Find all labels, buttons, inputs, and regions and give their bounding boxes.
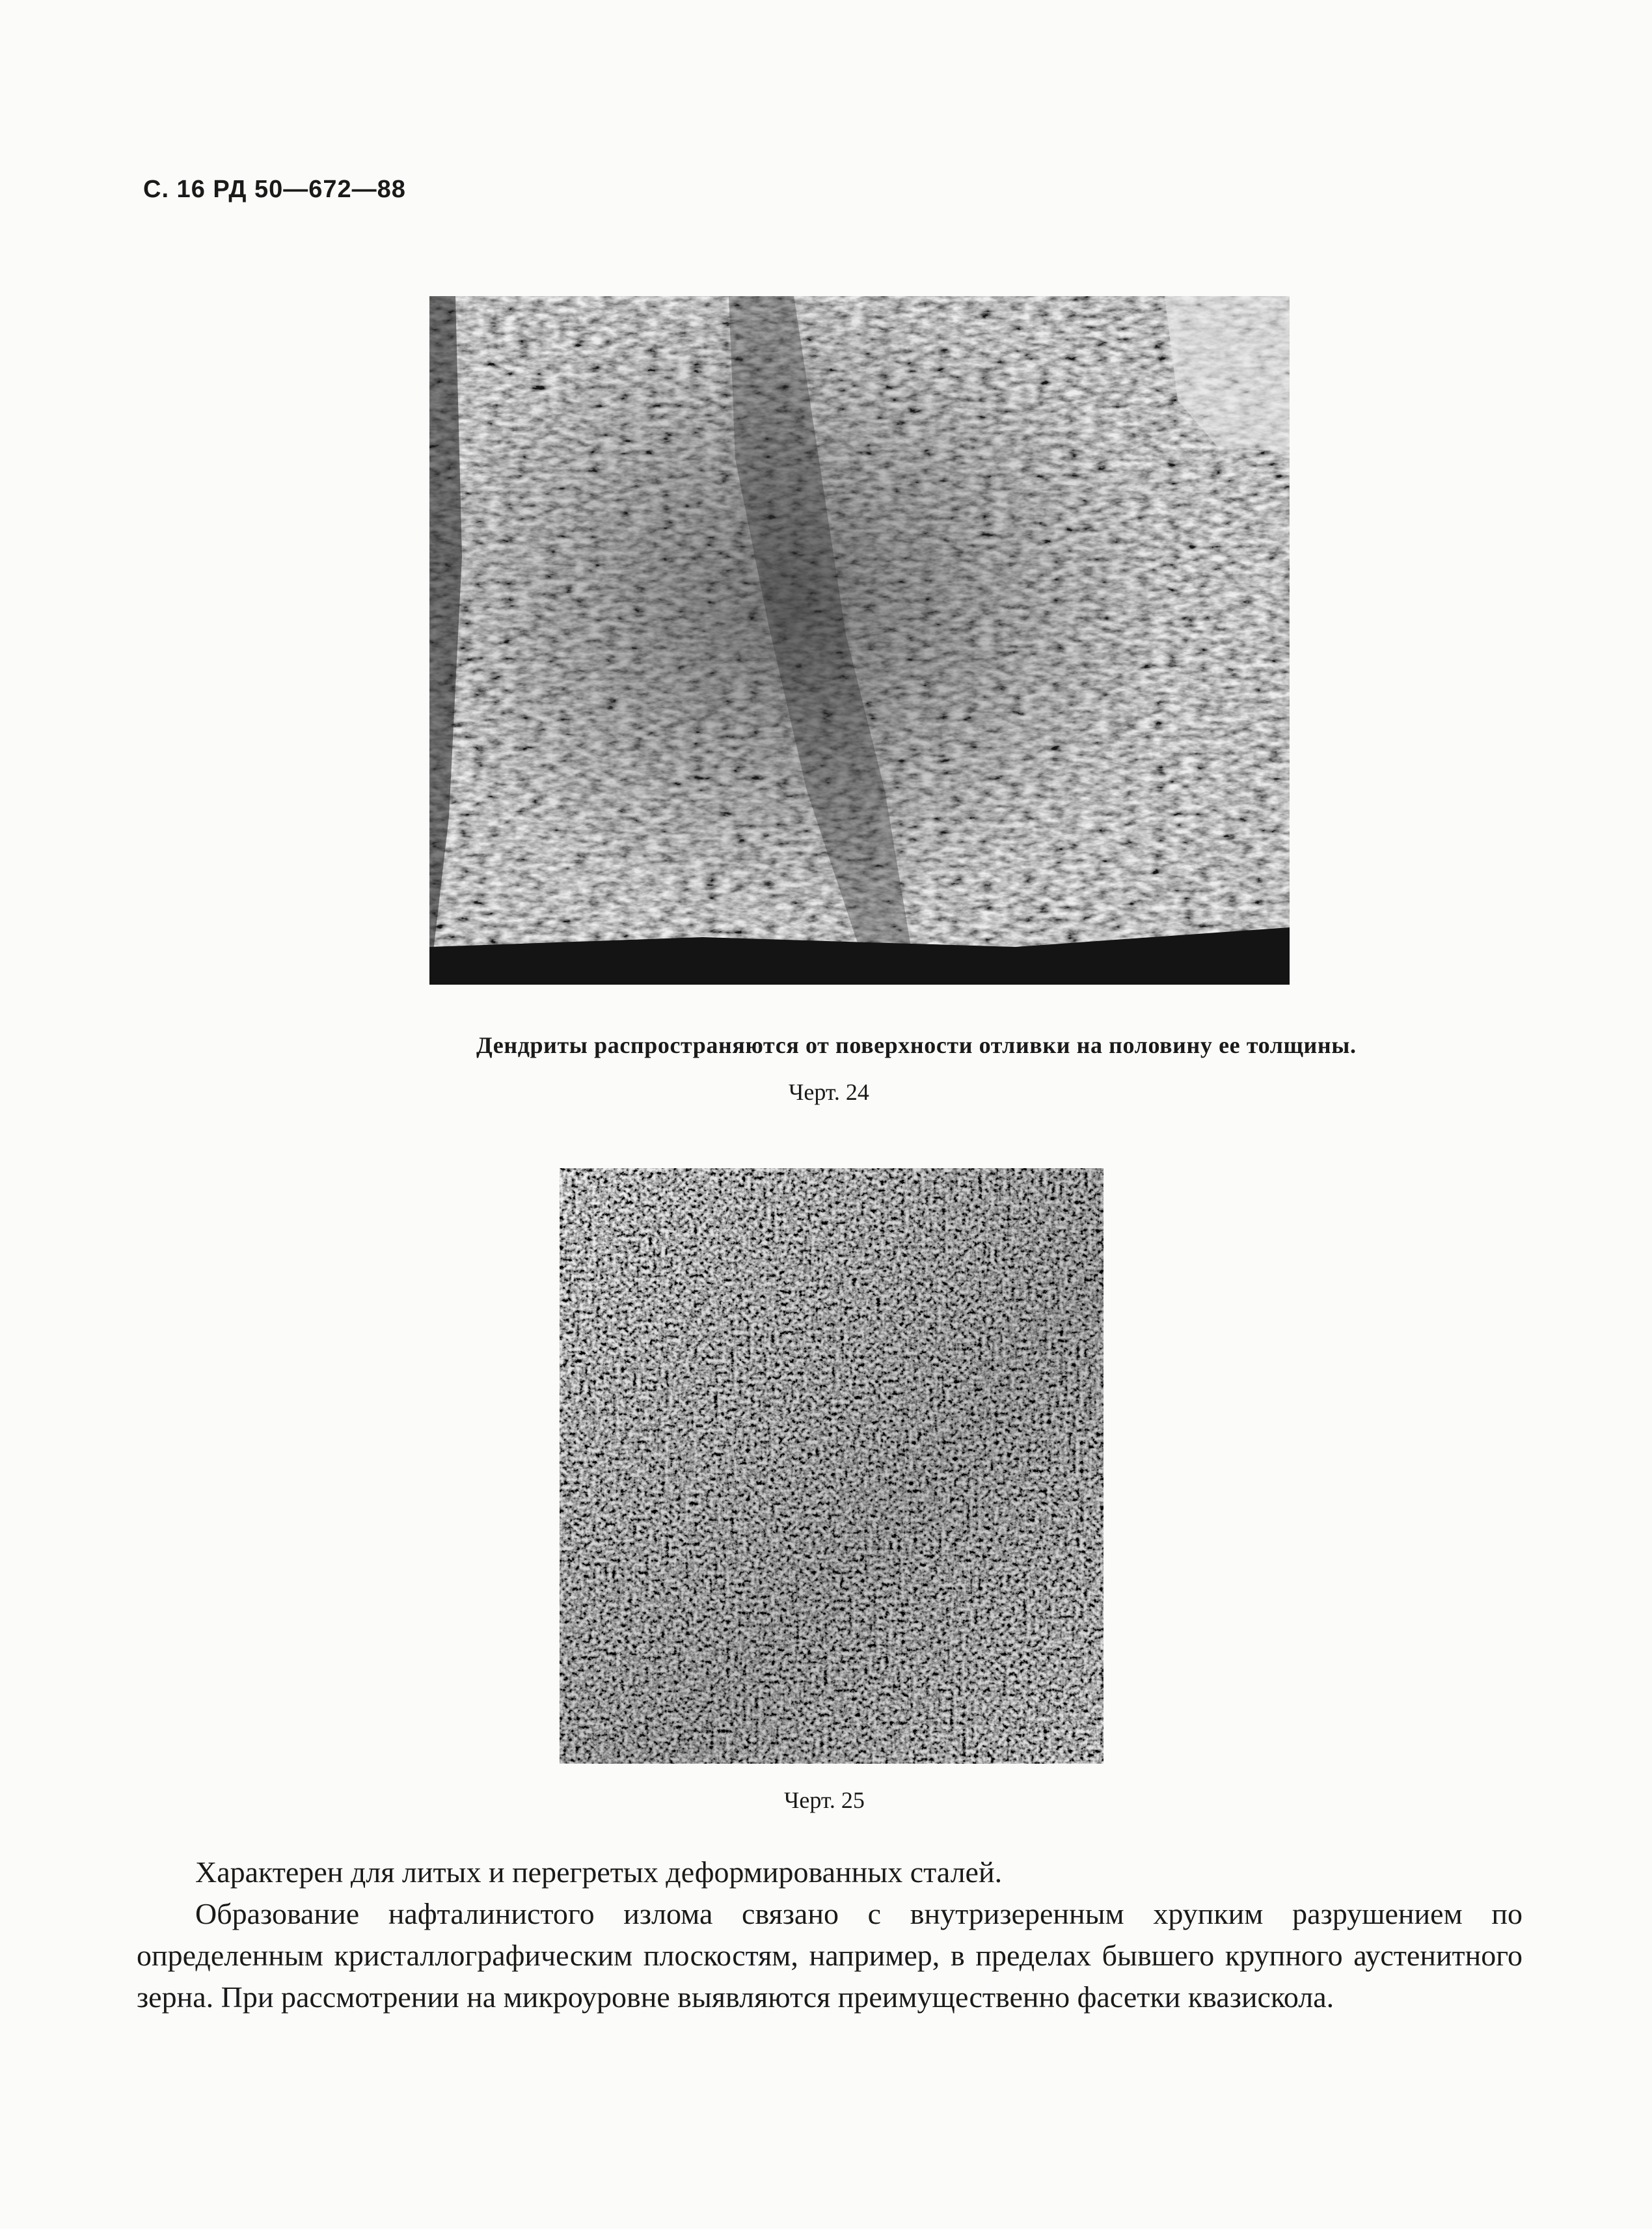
figure-24-label: Черт. 24 [789,1079,869,1105]
fracture-photo-dendrites [429,296,1290,985]
body-text [137,1852,1523,2018]
figure-24-caption: Дендриты распространяются от поверхности отливки на половину ее толщины. [476,1032,1357,1058]
paragraph-2: Образование нафталинистого излома связано с внутризеренным хрупким разрушением по определенным кристаллографическим плоскостям, например, в пределах бывшего крупного аустенитного зерна. При рассмотрении на микроуровне выявляются преимущественно фасетки квазискола. [137,1897,1523,2014]
paragraph-1: Характерен для литых и перегретых деформированных сталей. [195,1855,1003,1889]
figure-25-label: Черт. 25 [784,1787,865,1813]
fracture-photo-granular [560,1168,1104,1764]
page-header: С. 16 РД 50—672—88 [143,176,406,203]
